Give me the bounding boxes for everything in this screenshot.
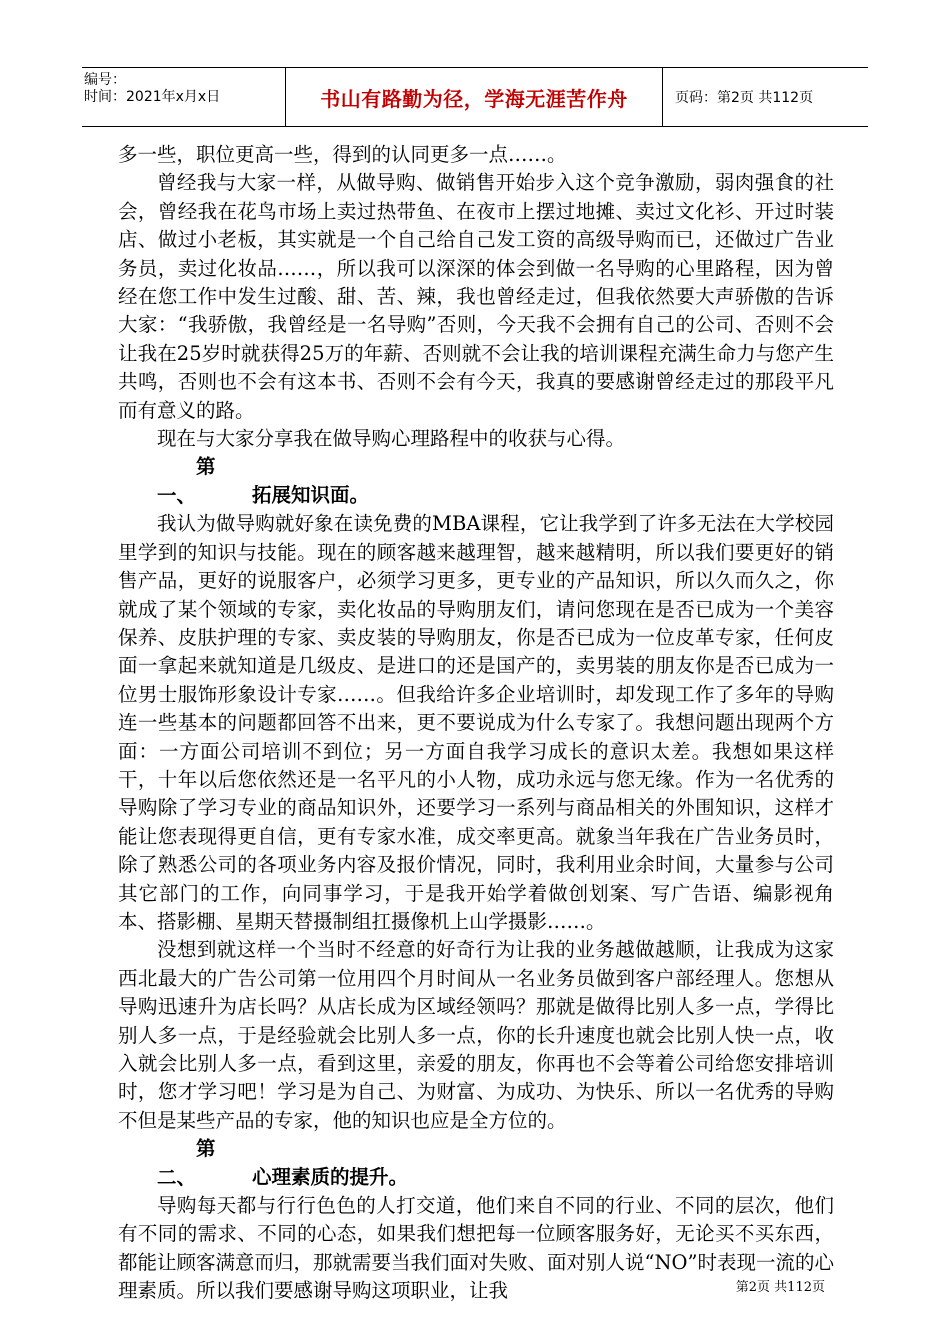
header-meta (82, 68, 286, 126)
header-motto: 书山有路勤为径，学海无涯苦作舟 (286, 68, 663, 126)
section-heading-number: 第二、 (157, 1137, 216, 1189)
document-time-label: 时间：2021年x月x日 (84, 89, 221, 105)
document-body (118, 141, 834, 1306)
document-number-label: 编号： (84, 72, 126, 88)
paragraph: 现在与大家分享我在做导购心理路程中的收获与心得。 (157, 427, 626, 451)
paragraph: 多一些，职位更高一些，得到的认同更多一点……。 (118, 143, 567, 166)
page-header (82, 67, 868, 127)
section-heading (118, 1135, 834, 1192)
paragraph: 曾经我与大家一样，从做导购、做销售开始步入这个竞争激励，弱肉强食的社会，曾经我在花鸟市场上卖过热带鱼、在夜市上摆过地摊、卖过文化衫、开过时装店、做过小老板，其实就是一个自己给自己发工资的高级导购而已，还做过广告业务员，卖过化妆品……，所以我可以深深的体会到做一名导购的心里路程，因为曾经在您工作中发生过酸、甜、苦、辣，我也曾经走过，但我依然要大声骄傲的告诉大家：“我骄傲，我曾经是一名导购”否则，今天我不会拥有自己的公司、否则不会让我在25岁时就获得25万的年薪、否则就不会让我的培训课程充满生命力与您产生共鸣，否则也不会有这本书、否则不会有今天，我真的要感谢曾经走过的那段平凡而有意义的路。 (118, 171, 834, 422)
section-heading-title: 心理素质的提升。 (252, 1165, 409, 1189)
section-heading (118, 453, 834, 510)
section-heading-number: 第一、 (157, 455, 216, 507)
paragraph: 导购每天都与行行色色的人打交道，他们来自不同的行业、不同的层次，他们有不同的需求、不同的心态，如果我们想把每一位顾客服务好，无论买不买东西，都能让顾客满意而归，那就需要当我们面对失败、面对别人说“NO”时表现一流的心理素质。所以我们要感谢导购这项职业，让我 (118, 1194, 834, 1303)
paragraph: 我认为做导购就好象在读免费的MBA课程，它让我学到了许多无法在大学校园里学到的知识与技能。现在的顾客越来越理智，越来越精明，所以我们要更好的销售产品，更好的说服客户，必须学习更多，更专业的产品知识，所以久而久之，你就成了某个领域的专家，卖化妆品的导购朋友们，请问您现在是否已成为一个美容保养、皮肤护理的专家、卖皮装的导购朋友，你是否已成为一位皮革专家，任何皮面一拿起来就知道是几级皮、是进口的还是国产的，卖男装的朋友你是否已成为一位男士服饰形象设计专家……。但我给许多企业培训时，却发现工作了多年的导购连一些基本的问题都回答不出来，更不要说成为什么专家了。我想问题出现两个方面：一方面公司培训不到位；另一方面自我学习成长的意识太差。我想如果这样干，十年以后您依然还是一名平凡的小人物，成功永远与您无缘。作为一名优秀的导购除了学习专业的商品知识外，还要学习一系列与商品相关的外围知识，这样才能让您表现得更自信，更有专家水准，成交率更高。就象当年我在广告业务员时，除了熟悉公司的各项业务内容及报价情况，同时，我利用业余时间，大量参与公司其它部门的工作，向同事学习，于是我开始学着做创划案、写广告语、编影视角本、搭影棚、星期天替摄制组扛摄像机上山学摄影……。 (118, 512, 834, 933)
page-footer: 第2页 共112页 (735, 1280, 825, 1295)
paragraph: 没想到就这样一个当时不经意的好奇行为让我的业务越做越顺，让我成为这家西北最大的广告公司第一位用四个月时间从一名业务员做到客户部经理人。您想从导购迅速升为店长吗？从店长成为区域经领吗？那就是做得比别人多一点，学得比别人多一点，于是经验就会比别人多一点，你的长升速度也就会比别人快一点，收入就会比别人多一点，看到这里，亲爱的朋友，你再也不会等着公司给您安排培训时，您才学习吧！学习是为自己、为财富、为成功、为快乐、所以一名优秀的导购不但是某些产品的专家，他的知识也应是全方位的。 (118, 938, 834, 1132)
header-page-code: 页码：第2页 共112页 (675, 90, 814, 106)
section-heading-title: 拓展知识面。 (252, 483, 370, 507)
